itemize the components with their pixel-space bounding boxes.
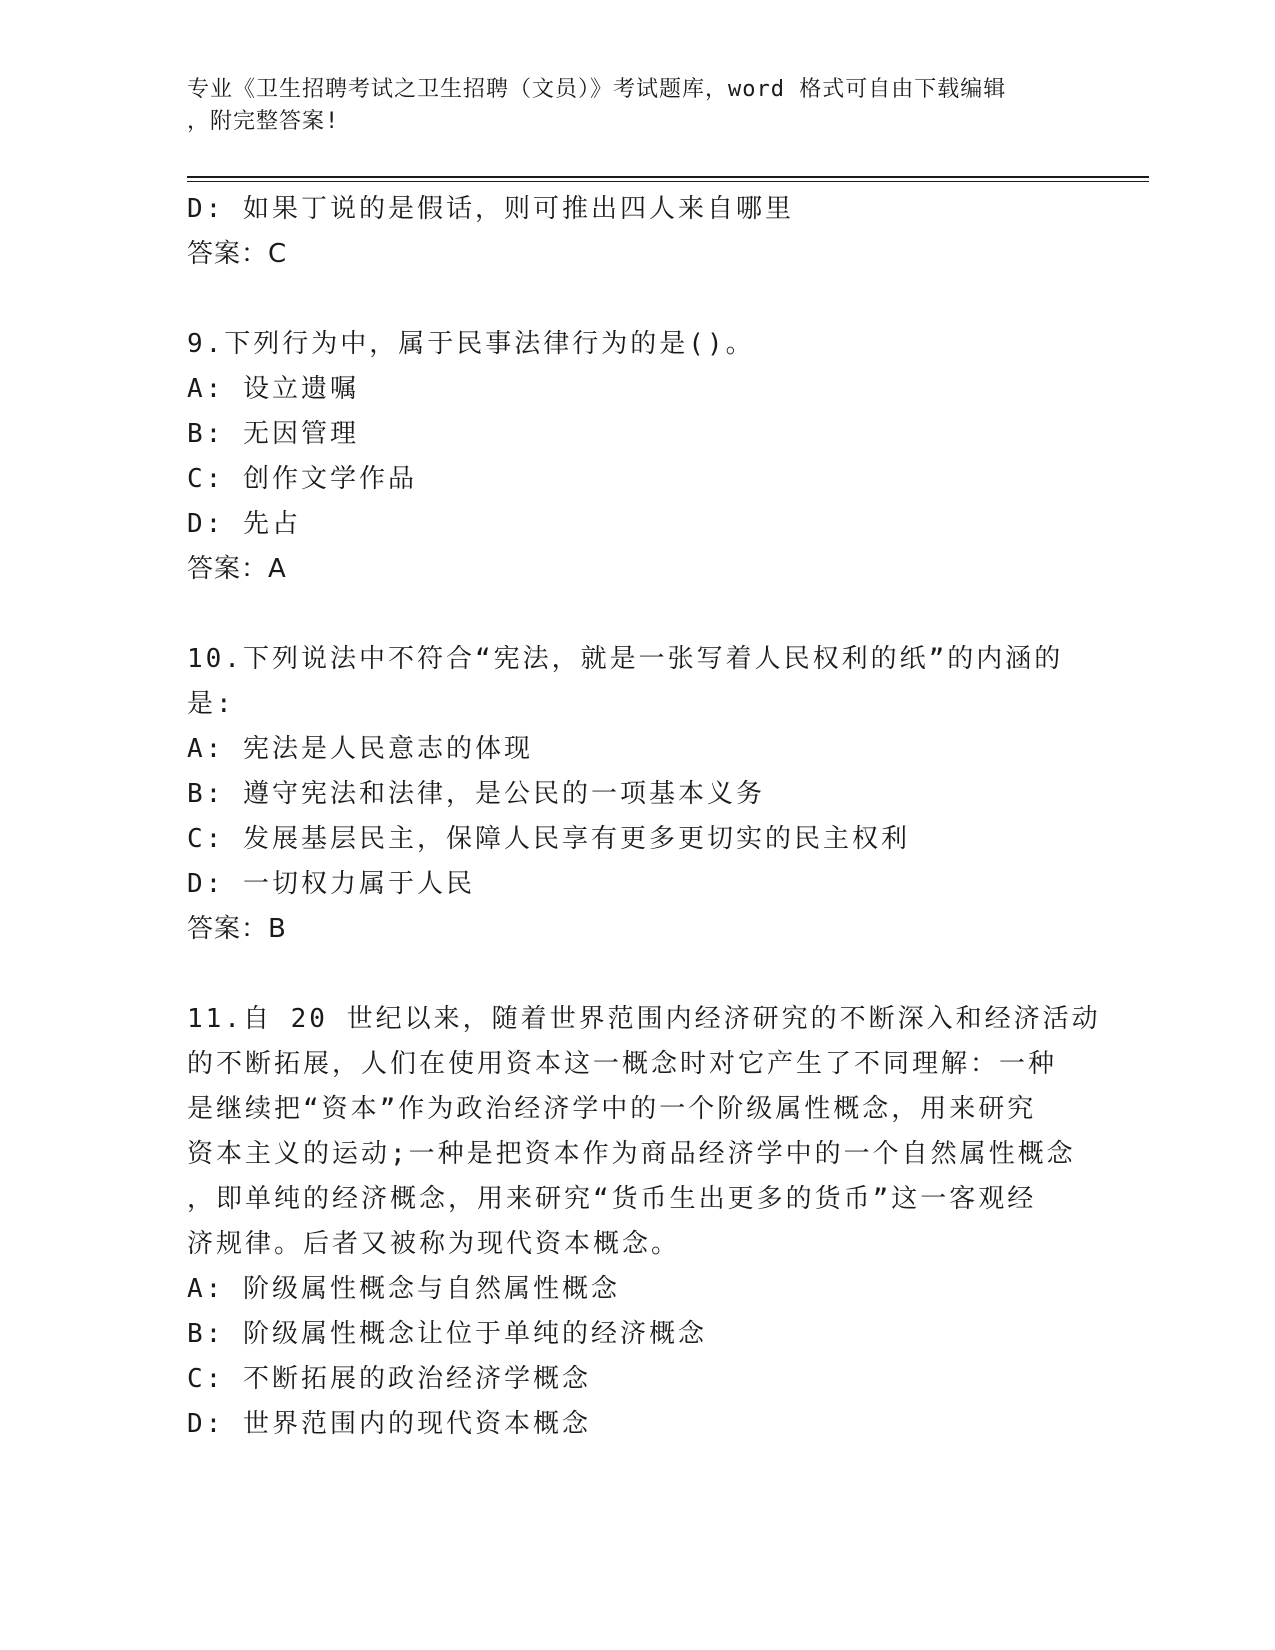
previous-question-tail bbox=[187, 187, 1067, 277]
option-d: D: 先占 bbox=[187, 509, 301, 539]
question-10 bbox=[187, 637, 1067, 952]
question-9 bbox=[187, 322, 1067, 592]
spacer bbox=[187, 952, 1067, 997]
option-c: C: 发展基层民主，保障人民享有更多更切实的民主权利 bbox=[187, 824, 910, 854]
option-a: A: 宪法是人民意志的体现 bbox=[187, 734, 533, 764]
option-d: D: 世界范围内的现代资本概念 bbox=[187, 1409, 591, 1439]
option-c: C: 不断拓展的政治经济学概念 bbox=[187, 1364, 591, 1394]
option-a: A: 阶级属性概念与自然属性概念 bbox=[187, 1274, 620, 1304]
question-stem-line: ，即单纯的经济概念，用来研究“货币生出更多的货币”这一客观经 bbox=[187, 1184, 1037, 1214]
option-c: C: 创作文学作品 bbox=[187, 464, 417, 494]
question-stem-line: 是继续把“资本”作为政治经济学中的一个阶级属性概念，用来研究 bbox=[187, 1094, 1037, 1124]
header-divider-thick bbox=[187, 176, 1149, 178]
question-stem-line: 的不断拓展，人们在使用资本这一概念时对它产生了不同理解：一种 bbox=[187, 1049, 1058, 1079]
answer-line: 答案：B bbox=[187, 914, 287, 944]
question-stem-line: 济规律。后者又被称为现代资本概念。 bbox=[187, 1229, 681, 1259]
option-b: B: 阶级属性概念让位于单纯的经济概念 bbox=[187, 1319, 707, 1349]
question-stem-line: 是: bbox=[187, 689, 235, 719]
header-line-2: ，附完整答案! bbox=[187, 109, 340, 134]
question-stem: 9.下列行为中，属于民事法律行为的是()。 bbox=[187, 329, 755, 359]
question-stem-line: 10.下列说法中不符合“宪法，就是一张写着人民权利的纸”的内涵的 bbox=[187, 644, 1064, 674]
spacer bbox=[187, 277, 1067, 322]
option-d: D: 一切权力属于人民 bbox=[187, 869, 475, 899]
question-stem-line: 资本主义的运动;一种是把资本作为商品经济学中的一个自然属性概念 bbox=[187, 1139, 1076, 1169]
header-divider-thin bbox=[187, 181, 1149, 182]
answer-line: 答案：A bbox=[187, 554, 287, 584]
answer-line: 答案：C bbox=[187, 239, 288, 269]
spacer bbox=[187, 592, 1067, 637]
header-line-1: 专业《卫生招聘考试之卫生招聘（文员）》考试题库，word 格式可自由下载编辑 bbox=[187, 77, 1007, 102]
option-b: B: 无因管理 bbox=[187, 419, 359, 449]
page-header bbox=[187, 74, 1067, 138]
option-a: A: 设立遗嘱 bbox=[187, 374, 359, 404]
question-stem-line: 11.自 20 世纪以来，随着世界范围内经济研究的不断深入和经济活动 bbox=[187, 1004, 1101, 1034]
question-list bbox=[187, 187, 1101, 1447]
option-d: D: 如果丁说的是假话，则可推出四人来自哪里 bbox=[187, 194, 794, 224]
question-11 bbox=[187, 997, 1101, 1447]
option-b: B: 遵守宪法和法律，是公民的一项基本义务 bbox=[187, 779, 765, 809]
